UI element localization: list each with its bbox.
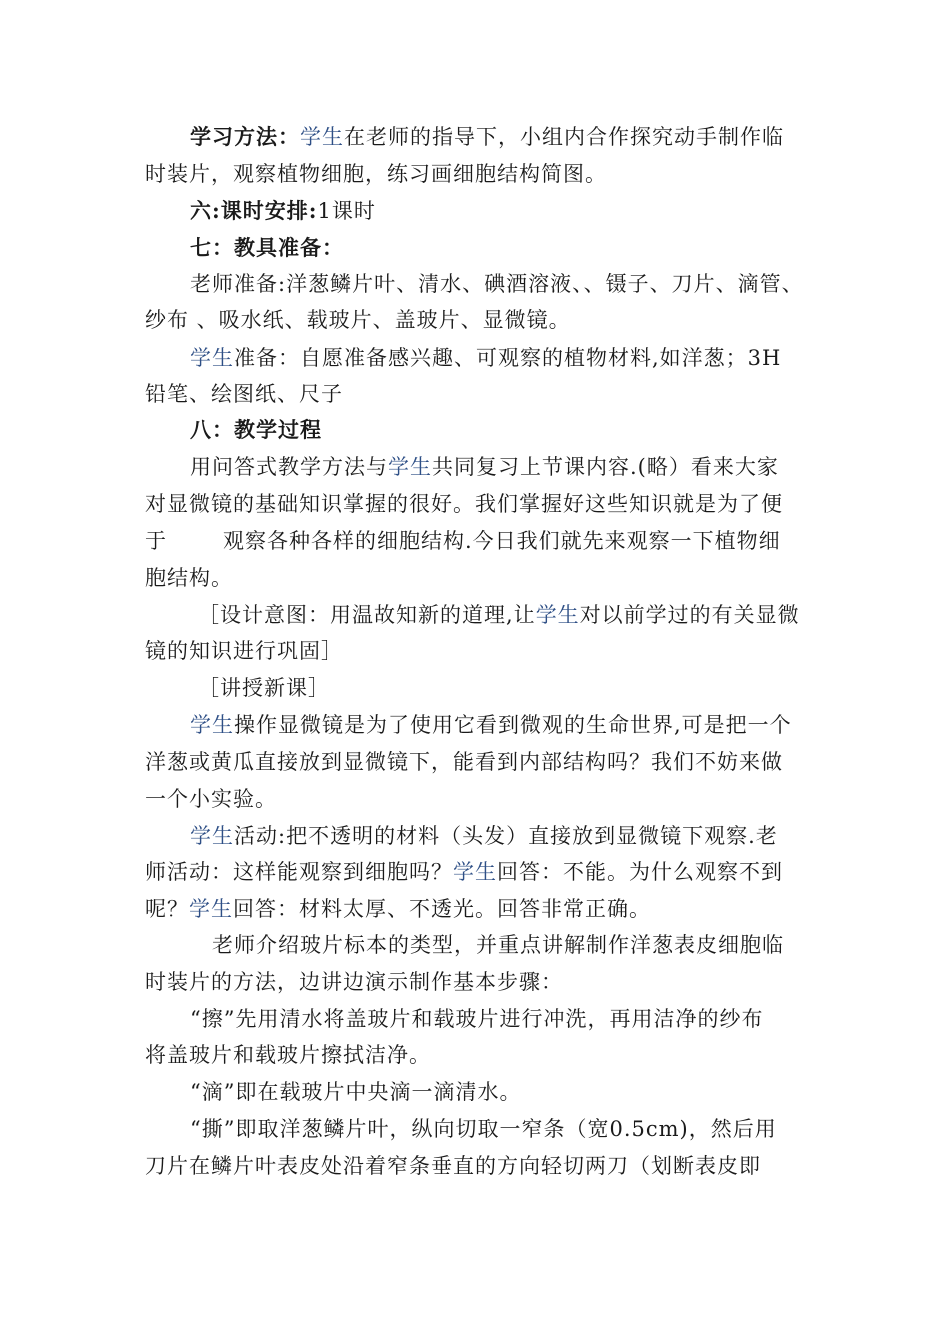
operate-line-1 xyxy=(190,711,792,739)
schedule-value: 1课时 xyxy=(317,199,376,223)
student-term: 学生 xyxy=(189,897,233,921)
intro-line-2: 时装片的方法，边讲边演示制作基本步骤： xyxy=(145,970,563,994)
student-prep-line-2: 铅笔、绘图纸、尺子 xyxy=(145,382,343,406)
activity-text-1: 活动:把不透明的材料（头发）直接放到显微镜下观察.老 xyxy=(234,824,778,848)
review-line-2: 对显微镜的基础知识掌握的很好。我们掌握好这些知识就是为了便 xyxy=(145,492,783,516)
activity-line-3 xyxy=(145,895,651,923)
method-line-1 xyxy=(190,123,784,151)
operate-line-2: 洋葱或黄瓜直接放到显微镜下，能看到内部结构吗？我们不妨来做 xyxy=(145,750,783,774)
intro-line-1: 老师介绍玻片标本的类型，并重点讲解制作洋葱表皮细胞临 xyxy=(212,933,784,957)
step-wipe-line-1: “擦”先用清水将盖玻片和载玻片进行冲洗，再用洁净的纱布 xyxy=(190,1007,764,1031)
schedule-line xyxy=(190,197,376,225)
step-wipe-line-2: 将盖玻片和载玻片擦拭洁净。 xyxy=(145,1043,431,1067)
student-term: 学生 xyxy=(453,860,497,884)
design-text-1b: 对以前学过的有关显微 xyxy=(579,603,800,627)
student-prep-text-1: 准备：自愿准备感兴趣、可观察的植物材料,如洋葱；3H xyxy=(234,346,782,370)
student-term: 学生 xyxy=(535,603,580,627)
activity-line-1 xyxy=(190,822,778,850)
teacher-prep-line-1: 老师准备:洋葱鳞片叶、清水、碘酒溶液、、镊子、刀片、滴管、 xyxy=(190,272,804,296)
step-tear-line-2: 刀片在鳞片叶表皮处沿着窄条垂直的方向轻切两刀（划断表皮即 xyxy=(145,1154,761,1178)
review-text-1b: 共同复习上节课内容.(略）看来大家 xyxy=(432,455,779,479)
student-term: 学生 xyxy=(388,455,432,479)
new-lesson-label: ［讲授新课］ xyxy=(198,676,330,700)
activity-text-2b: 回答：不能。为什么观察不到 xyxy=(497,860,783,884)
method-text-1: 在老师的指导下，小组内合作探究动手制作临 xyxy=(344,125,784,149)
review-line-3 xyxy=(145,527,781,555)
design-text-1a: ［设计意图：用温故知新的道理,让 xyxy=(198,603,536,627)
review-line-1 xyxy=(190,453,779,481)
student-term: 学生 xyxy=(300,125,344,149)
review-text-3b: 观察各种各样的细胞结构.今日我们就先来观察一下植物细 xyxy=(223,529,781,553)
teacher-prep-line-2: 纱布 、吸水纸、载玻片、盖玻片、显微镜。 xyxy=(145,308,571,332)
operate-text-1: 操作显微镜是为了使用它看到微观的生命世界,可是把一个 xyxy=(234,713,792,737)
activity-text-3a: 呢？ xyxy=(145,897,189,921)
activity-line-2 xyxy=(145,858,783,886)
review-text-1a: 用问答式教学方法与 xyxy=(190,455,388,479)
student-term: 学生 xyxy=(190,824,234,848)
process-heading: 八：教学过程 xyxy=(190,417,322,442)
student-term: 学生 xyxy=(190,346,234,370)
tools-heading: 七：教具准备： xyxy=(190,235,344,260)
review-line-4: 胞结构。 xyxy=(145,566,233,590)
design-line-1 xyxy=(198,601,800,629)
activity-text-3b: 回答：材料太厚、不透光。回答非常正确。 xyxy=(233,897,651,921)
review-text-3a: 于 xyxy=(145,529,167,553)
method-label: 学习方法： xyxy=(190,124,300,149)
step-tear-line-1: “撕”即取洋葱鳞片叶，纵向切取一窄条（宽0.5cm)，然后用 xyxy=(190,1117,777,1141)
student-prep-line-1 xyxy=(190,344,781,372)
method-line-2: 时装片，观察植物细胞，练习画细胞结构简图。 xyxy=(145,162,607,186)
design-line-2: 镜的知识进行巩固］ xyxy=(145,639,343,663)
schedule-label: 六:课时安排: xyxy=(190,198,318,223)
step-drop-line: “滴”即在载玻片中央滴一滴清水。 xyxy=(190,1080,522,1104)
student-term: 学生 xyxy=(190,713,234,737)
operate-line-3: 一个小实验。 xyxy=(145,787,277,811)
activity-text-2a: 师活动：这样能观察到细胞吗？ xyxy=(145,860,453,884)
